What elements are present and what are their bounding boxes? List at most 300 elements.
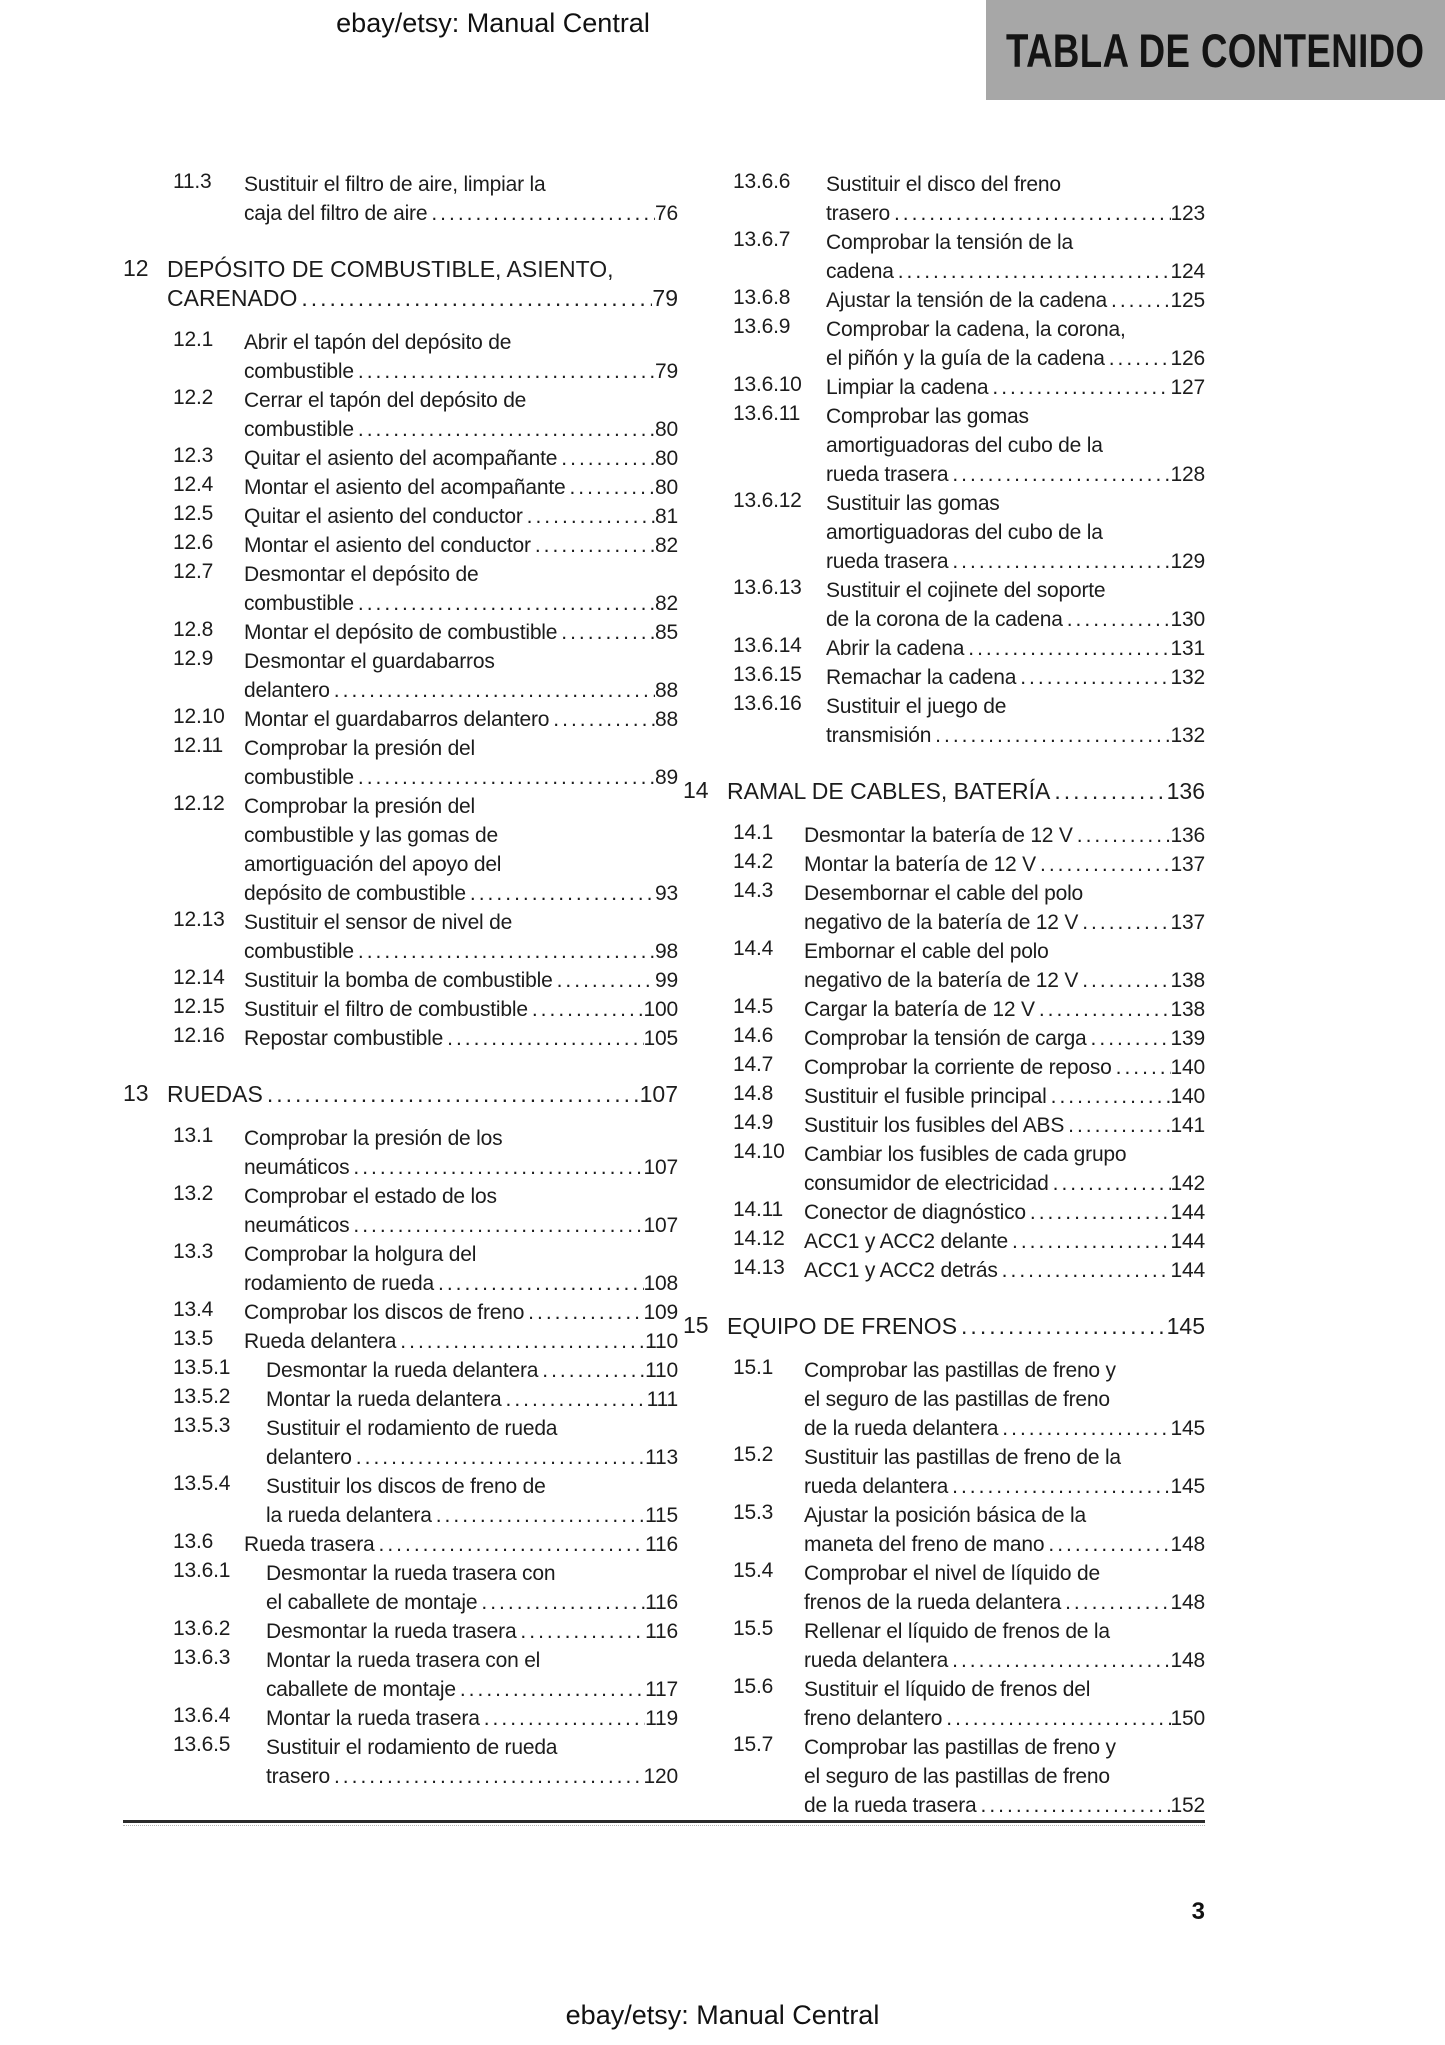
toc-entry-page: 138 [1170, 969, 1205, 992]
toc-entry-page: 93 [655, 882, 678, 905]
toc-entry-text [244, 531, 678, 560]
toc-entry-text [804, 1198, 1205, 1227]
toc-entry-line-text: EQUIPO DE FRENOS [727, 1313, 958, 1339]
toc-entry-page: 140 [1170, 1056, 1205, 1079]
toc-entry-last-line [266, 1588, 678, 1617]
dot-leader [1064, 1111, 1170, 1140]
toc-entry-line-text: Desmontar la rueda trasera [266, 1620, 517, 1643]
dot-leader [297, 284, 652, 313]
dot-leader [1107, 286, 1171, 315]
toc-entry-last-line [804, 1646, 1205, 1675]
toc-entry-line-text: el caballete de montaje [266, 1591, 478, 1614]
toc-entry-last-line [804, 1227, 1205, 1256]
dot-leader [354, 589, 655, 618]
dot-leader [998, 1256, 1171, 1285]
toc-entry-number: 14.8 [733, 1082, 774, 1105]
toc-entry-last-line [244, 1024, 678, 1053]
toc-entry-last-line [244, 1269, 678, 1298]
toc-entry-number: 12.4 [173, 473, 214, 496]
toc-entry-15.6 [683, 1675, 1205, 1733]
toc-entry-number: 13.2 [173, 1182, 214, 1205]
dot-leader [549, 705, 655, 734]
toc-entry-number: 14.11 [733, 1198, 783, 1221]
toc-entry-12.3 [123, 444, 678, 473]
toc-entry-page: 142 [1170, 1172, 1205, 1195]
toc-entry-13.6.5 [123, 1733, 678, 1791]
toc-entry-last-line [266, 1762, 678, 1791]
toc-entry-14.13 [683, 1256, 1205, 1285]
dot-leader [1035, 995, 1171, 1024]
toc-entry-13.6.2 [123, 1617, 678, 1646]
toc-entry-text [826, 373, 1205, 402]
toc-entry-line-text: Rueda delantera [244, 1330, 397, 1353]
toc-entry-text [244, 444, 678, 473]
toc-entry-text [804, 1733, 1205, 1820]
toc-entry-page: 100 [643, 998, 678, 1021]
toc-entry-line-text: Desmontar la rueda delantera [266, 1359, 539, 1382]
toc-entry-text [826, 315, 1205, 373]
toc-entry-text [244, 170, 678, 228]
toc-entry-last-line [804, 1704, 1205, 1733]
toc-entry-number: 14 [683, 777, 709, 803]
toc-entry-number: 13.6.11 [733, 402, 801, 425]
toc-entry-line-text: neumáticos [244, 1156, 350, 1179]
toc-entry-11.3 [123, 170, 678, 228]
toc-entry-last-line [826, 634, 1205, 663]
toc-entry-text [804, 1140, 1205, 1198]
dot-leader [957, 1312, 1167, 1341]
toc-entry-page: 124 [1170, 260, 1205, 283]
toc-entry-last-line [244, 966, 678, 995]
toc-entry-page: 141 [1170, 1114, 1205, 1137]
toc-entry-12.16 [123, 1024, 678, 1053]
toc-entry-last-line [244, 589, 678, 618]
toc-entry-text [266, 1385, 678, 1414]
dot-leader [557, 444, 655, 473]
toc-entry-line-text: neumáticos [244, 1214, 350, 1237]
toc-entry-number: 12.6 [173, 531, 214, 554]
toc-entry-line-text: Sustituir las pastillas de freno de la [804, 1446, 1121, 1469]
toc-entry-number: 14.12 [733, 1227, 785, 1250]
toc-entry-line-text: Desmontar el depósito de [244, 563, 479, 586]
toc-entry-text [804, 879, 1205, 937]
toc-entry-line-text: cadena [826, 260, 894, 283]
dot-leader [330, 1762, 644, 1791]
toc-entry-text [266, 1559, 678, 1617]
toc-entry-line-text: combustible [244, 940, 354, 963]
toc-entry-last-line [804, 966, 1205, 995]
toc-entry-text [727, 1312, 1205, 1341]
toc-entry-line-text: Montar la rueda trasera [266, 1707, 480, 1730]
toc-entry-page: 123 [1170, 202, 1205, 225]
toc-entry-text [804, 1256, 1205, 1285]
toc-entry-last-line [167, 1080, 678, 1109]
toc-entry-last-line [244, 995, 678, 1024]
toc-entry-text [266, 1356, 678, 1385]
dot-leader [531, 531, 655, 560]
toc-entry-page: 132 [1170, 724, 1205, 747]
toc-entry-text [826, 228, 1205, 286]
toc-entry-text [244, 386, 678, 444]
toc-entry-text [266, 1704, 678, 1733]
toc-entry-number: 13.6.14 [733, 634, 802, 657]
toc-entry-page: 80 [655, 447, 678, 470]
dot-leader [354, 763, 655, 792]
toc-entry-number: 12.5 [173, 502, 214, 525]
toc-entry-number: 13.6 [173, 1530, 214, 1553]
toc-entry-line-text: trasero [266, 1765, 330, 1788]
toc-entry-text [167, 1080, 678, 1109]
toc-entry-number: 12.7 [173, 560, 214, 583]
toc-entry-number: 12.12 [173, 792, 225, 815]
toc-entry-text [826, 634, 1205, 663]
dot-leader [1112, 1053, 1171, 1082]
toc-entry-text [244, 1240, 678, 1298]
toc-entry-line-text: Abrir la cadena [826, 637, 965, 660]
footer-site-label: ebay/etsy: Manual Central [565, 2000, 880, 2030]
toc-entry-line-text: Comprobar la cadena, la corona, [826, 318, 1126, 341]
toc-entry-last-line [804, 1053, 1205, 1082]
toc-entry-page: 107 [639, 1081, 678, 1107]
toc-entry-text [826, 402, 1205, 489]
toc-entry-page: 131 [1170, 637, 1205, 660]
toc-entry-line-text: Comprobar los discos de freno [244, 1301, 525, 1324]
dot-leader [1016, 663, 1170, 692]
toc-entry-page: 88 [655, 679, 678, 702]
toc-entry-text [826, 286, 1205, 315]
dot-leader [1008, 1227, 1171, 1256]
toc-entry-line-text: RUEDAS [167, 1081, 263, 1107]
toc-entry-page: 88 [655, 708, 678, 731]
toc-entry-last-line [804, 1082, 1205, 1111]
toc-entry-13.5.2 [123, 1385, 678, 1414]
toc-entry-14.6 [683, 1024, 1205, 1053]
toc-entry-line-text: frenos de la rueda delantera [804, 1591, 1062, 1614]
toc-entry-page: 98 [655, 940, 678, 963]
toc-entry-last-line [804, 1472, 1205, 1501]
toc-entry-number: 12.3 [173, 444, 214, 467]
toc-entry-13.6.8 [683, 286, 1205, 315]
toc-entry-line-text: Cerrar el tapón del depósito de [244, 389, 527, 412]
toc-entry-text [244, 618, 678, 647]
dot-leader [466, 879, 655, 908]
toc-entry-page: 150 [1170, 1707, 1205, 1730]
toc-entry-line-text: rueda trasera [826, 463, 949, 486]
toc-entry-line-text: rueda trasera [826, 550, 949, 573]
toc-entry-text [727, 777, 1205, 806]
dot-leader [1026, 1198, 1171, 1227]
dot-leader [528, 995, 644, 1024]
toc-entry-page: 76 [655, 202, 678, 225]
toc-column-left [123, 170, 678, 1791]
toc-entry-line-text: rodamiento de rueda [244, 1272, 434, 1295]
toc-entry-13 [123, 1080, 678, 1109]
toc-entry-line-text: consumidor de electricidad [804, 1172, 1049, 1195]
dot-leader [396, 1327, 645, 1356]
toc-entry-12.1 [123, 328, 678, 386]
dot-leader [1036, 850, 1171, 879]
dot-leader [1061, 1588, 1170, 1617]
dot-leader [1078, 908, 1170, 937]
toc-entry-13.6 [123, 1530, 678, 1559]
toc-entry-line-text: Sustituir el fusible principal [804, 1085, 1047, 1108]
toc-entry-line-text: Comprobar las gomas [826, 405, 1029, 428]
toc-entry-page: 81 [655, 505, 678, 528]
toc-entry-line-text: caja del filtro de aire [244, 202, 428, 225]
toc-entry-page: 79 [652, 285, 678, 311]
toc-entry-text [826, 576, 1205, 634]
toc-entry-13.6.3 [123, 1646, 678, 1704]
toc-entry-number: 13.4 [173, 1298, 214, 1321]
toc-entry-15.3 [683, 1501, 1205, 1559]
toc-entry-last-line [244, 618, 678, 647]
toc-entry-page: 140 [1170, 1085, 1205, 1108]
toc-entry-page: 148 [1170, 1649, 1205, 1672]
toc-entry-number: 13.6.16 [733, 692, 802, 715]
toc-entry-line-text: delantero [266, 1446, 352, 1469]
toc-entry-line-text: negativo de la batería de 12 V [804, 969, 1079, 992]
toc-entry-page: 144 [1170, 1230, 1205, 1253]
toc-entry-line-text: transmisión [826, 724, 932, 747]
dot-leader [1087, 1024, 1171, 1053]
toc-entry-12 [123, 255, 678, 313]
page-number: 3 [1191, 1898, 1205, 1925]
toc-entry-number: 14.2 [733, 850, 774, 873]
dot-leader [557, 618, 655, 647]
toc-entry-12.13 [123, 908, 678, 966]
toc-entry-line-text: el seguro de las pastillas de freno [804, 1765, 1110, 1788]
toc-entry-page: 117 [645, 1678, 678, 1701]
toc-entry-13.6.4 [123, 1704, 678, 1733]
toc-entry-13.6.15 [683, 663, 1205, 692]
toc-entry-number: 15.4 [733, 1559, 774, 1582]
toc-entry-text [244, 1327, 678, 1356]
toc-entry-text [804, 1617, 1205, 1675]
toc-entry-text [826, 663, 1205, 692]
toc-entry-number: 15 [683, 1312, 709, 1338]
toc-entry-last-line [244, 879, 678, 908]
toc-entry-14.9 [683, 1111, 1205, 1140]
dot-leader [565, 473, 655, 502]
toc-entry-number: 14.9 [733, 1111, 774, 1134]
toc-entry-number: 14.1 [733, 821, 774, 844]
toc-entry-13.6.12 [683, 489, 1205, 576]
dot-leader [538, 1356, 645, 1385]
toc-entry-line-text: amortiguación del apoyo del [244, 853, 502, 876]
toc-entry-12.6 [123, 531, 678, 560]
toc-entry-number: 14.6 [733, 1024, 774, 1047]
toc-entry-last-line [266, 1356, 678, 1385]
toc-entry-page: 136 [1170, 824, 1205, 847]
toc-entry-page: 79 [655, 360, 678, 383]
toc-entry-14.10 [683, 1140, 1205, 1198]
toc-entry-line-text: Comprobar la presión del [244, 795, 475, 818]
toc-entry-line-text: Sustituir el filtro de aire, limpiar la [244, 173, 546, 196]
toc-entry-number: 12 [123, 255, 149, 281]
dot-leader [263, 1080, 640, 1109]
table-of-contents [123, 170, 1205, 1820]
toc-entry-last-line [244, 473, 678, 502]
dot-leader [948, 460, 1170, 489]
toc-entry-14.11 [683, 1198, 1205, 1227]
toc-entry-last-line [244, 1153, 678, 1182]
toc-entry-line-text: depósito de combustible [244, 882, 466, 905]
toc-entry-number: 13.6.15 [733, 663, 802, 686]
toc-entry-line-text: Embornar el cable del polo [804, 940, 1049, 963]
toc-entry-page: 82 [655, 534, 678, 557]
toc-entry-text [266, 1646, 678, 1704]
toc-entry-text [266, 1414, 678, 1472]
toc-entry-line-text: Comprobar las pastillas de freno y [804, 1359, 1116, 1382]
toc-entry-text [804, 1082, 1205, 1111]
toc-entry-text [804, 1443, 1205, 1501]
toc-entry-number: 11.3 [173, 170, 212, 193]
toc-entry-last-line [804, 1024, 1205, 1053]
toc-entry-last-line [826, 547, 1205, 576]
dot-leader [942, 1704, 1170, 1733]
toc-entry-line-text: ACC1 y ACC2 delante [804, 1230, 1008, 1253]
dot-leader [443, 1024, 643, 1053]
toc-entry-number: 12.13 [173, 908, 225, 931]
toc-entry-text [804, 995, 1205, 1024]
toc-entry-13.5.3 [123, 1414, 678, 1472]
toc-entry-last-line [826, 286, 1205, 315]
toc-entry-text [244, 966, 678, 995]
toc-entry-text [244, 908, 678, 966]
toc-entry-text [804, 937, 1205, 995]
toc-entry-number: 13 [123, 1080, 149, 1106]
dot-leader [948, 547, 1170, 576]
toc-entry-page: 136 [1166, 778, 1205, 804]
toc-entry-line-text: Desembornar el cable del polo [804, 882, 1084, 905]
toc-entry-text [244, 792, 678, 908]
toc-entry-last-line [804, 1256, 1205, 1285]
toc-entry-line-text: combustible [244, 592, 354, 615]
toc-entry-text [244, 473, 678, 502]
dot-leader [480, 1704, 645, 1733]
dot-leader [931, 721, 1170, 750]
toc-entry-14.3 [683, 879, 1205, 937]
toc-entry-last-line [826, 721, 1205, 750]
toc-entry-15 [683, 1312, 1205, 1341]
toc-entry-number: 15.3 [733, 1501, 774, 1524]
toc-entry-text [804, 1227, 1205, 1256]
toc-entry-number: 13.6.10 [733, 373, 802, 396]
toc-entry-line-text: combustible [244, 766, 354, 789]
toc-entry-page: 80 [655, 418, 678, 441]
toc-entry-last-line [266, 1704, 678, 1733]
dot-leader [354, 357, 655, 386]
toc-entry-text [266, 1617, 678, 1646]
dot-leader [349, 1211, 643, 1240]
toc-entry-12.11 [123, 734, 678, 792]
toc-entry-text [244, 1124, 678, 1182]
toc-entry-12.2 [123, 386, 678, 444]
toc-entry-14.7 [683, 1053, 1205, 1082]
toc-entry-number: 13.6.3 [173, 1646, 231, 1669]
toc-entry-line-text: CARENADO [167, 285, 298, 311]
toc-entry-line-text: Sustituir el disco del freno [826, 173, 1061, 196]
toc-entry-line-text: Sustituir las gomas [826, 492, 1000, 515]
toc-entry-line-text: Comprobar la tensión de carga [804, 1027, 1087, 1050]
toc-entry-line-text: Quitar el asiento del conductor [244, 505, 523, 528]
toc-entry-line-text: Comprobar la tensión de la [826, 231, 1073, 254]
toc-entry-number: 15.2 [733, 1443, 774, 1466]
toc-entry-last-line [727, 1312, 1205, 1341]
toc-entry-page: 80 [655, 476, 678, 499]
toc-entry-line-text: Rueda trasera [244, 1533, 375, 1556]
dot-leader [1063, 605, 1171, 634]
toc-entry-text [244, 1024, 678, 1053]
toc-entry-last-line [244, 199, 678, 228]
toc-entry-number: 13.5.2 [173, 1385, 231, 1408]
toc-entry-line-text: Sustituir el rodamiento de rueda [266, 1736, 558, 1759]
toc-entry-last-line [804, 1169, 1205, 1198]
toc-entry-text [826, 489, 1205, 576]
toc-entry-15.1 [683, 1356, 1205, 1443]
toc-entry-text [244, 328, 678, 386]
toc-entry-number: 12.11 [173, 734, 223, 757]
toc-entry-13.6.6 [683, 170, 1205, 228]
toc-entry-last-line [266, 1617, 678, 1646]
toc-entry-12.14 [123, 966, 678, 995]
dot-leader [432, 1501, 645, 1530]
toc-entry-page: 132 [1170, 666, 1205, 689]
toc-entry-13.6.9 [683, 315, 1205, 373]
toc-entry-page: 145 [1170, 1475, 1205, 1498]
toc-entry-number: 15.7 [733, 1733, 774, 1756]
toc-entry-number: 12.10 [173, 705, 225, 728]
toc-entry-page: 110 [645, 1359, 678, 1382]
dot-leader [354, 415, 655, 444]
toc-entry-number: 13.5.1 [173, 1356, 231, 1379]
toc-entry-last-line [244, 1298, 678, 1327]
toc-entry-page: 120 [643, 1765, 678, 1788]
toc-entry-line-text: Montar la batería de 12 V [804, 853, 1036, 876]
toc-entry-number: 15.6 [733, 1675, 774, 1698]
dot-leader [427, 199, 655, 228]
toc-entry-14 [683, 777, 1205, 806]
toc-entry-14.1 [683, 821, 1205, 850]
toc-entry-page: 85 [655, 621, 678, 644]
toc-entry-number: 12.15 [173, 995, 225, 1018]
toc-entry-number: 13.6.6 [733, 170, 791, 193]
toc-entry-last-line [804, 1198, 1205, 1227]
toc-entry-text [244, 705, 678, 734]
toc-entry-page: 148 [1170, 1533, 1205, 1556]
toc-entry-14.5 [683, 995, 1205, 1024]
toc-entry-page: 129 [1170, 550, 1205, 573]
toc-entry-page: 116 [645, 1591, 678, 1614]
toc-entry-line-text: Rellenar el líquido de frenos de la [804, 1620, 1110, 1643]
toc-entry-number: 12.2 [173, 386, 214, 409]
toc-entry-12.8 [123, 618, 678, 647]
toc-entry-15.5 [683, 1617, 1205, 1675]
toc-entry-page: 152 [1170, 1794, 1205, 1817]
toc-entry-line-text: Quitar el asiento del acompañante [244, 447, 558, 470]
toc-entry-page: 127 [1170, 376, 1205, 399]
toc-entry-number: 14.10 [733, 1140, 785, 1163]
dot-leader [502, 1385, 647, 1414]
toc-entry-14.12 [683, 1227, 1205, 1256]
toc-entry-last-line [826, 344, 1205, 373]
toc-entry-page: 144 [1170, 1201, 1205, 1224]
toc-entry-number: 14.13 [733, 1256, 785, 1279]
toc-entry-text [804, 1111, 1205, 1140]
toc-entry-last-line [804, 1414, 1205, 1443]
toc-entry-13.5.1 [123, 1356, 678, 1385]
toc-entry-text [804, 1501, 1205, 1559]
